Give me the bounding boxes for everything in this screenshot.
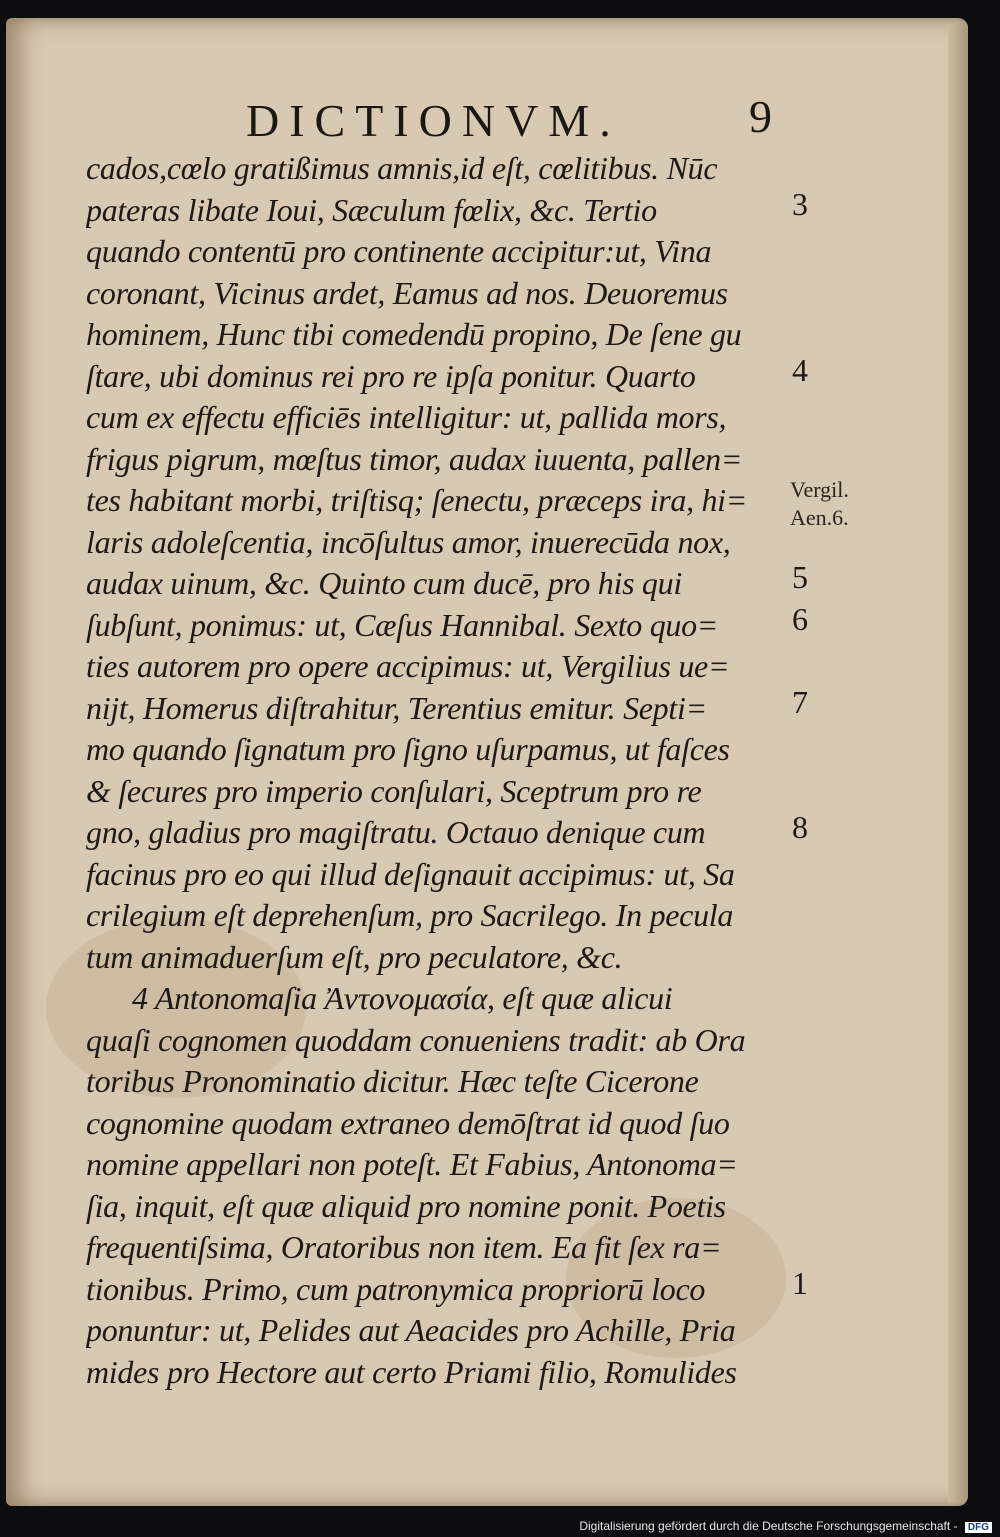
text-line: nomine appellari non poteſt. Et Fabius, Antonoma= <box>86 1146 738 1182</box>
margin-number: 3 <box>792 186 808 222</box>
margin-number: 6 <box>792 601 808 637</box>
text-line: crilegium eſt deprehenſum, pro Sacrilego. In pecula <box>86 897 734 933</box>
text-line: frigus pigrum, mœſtus timor, audax iuuenta, pallen= <box>86 440 743 477</box>
footer-text: Digitalisierung gefördert durch die Deutsche Forschungsgemeinschaft - <box>579 1519 958 1533</box>
margin-number: 4 <box>792 352 808 388</box>
text-line: cados,cœlo gratißimus amnis,id eſt, cœlitibus. Nūc <box>86 150 718 186</box>
text-line: audax uinum, &c. Quinto cum ducē, pro his qui <box>86 565 682 601</box>
text-line: pateras libate Ioui, Sæculum fœlix, &c. Tertio <box>86 191 657 228</box>
margin-number: 1 <box>792 1265 808 1301</box>
text-line: ſia, inquit, eſt quæ aliquid pro nomine ponit. Poetis <box>86 1187 726 1224</box>
margin-number: 8 <box>792 809 808 845</box>
margin-note <box>790 476 849 532</box>
margin-note-author: Vergil. <box>790 477 849 502</box>
text-line: facinus pro eo qui illud deſignauit accipimus: ut, Sa <box>86 855 735 892</box>
text-line: coronant, Vicinus ardet, Eamus ad nos. Deuoremus <box>86 274 728 311</box>
text-line: ties autorem pro opere accipimus: ut, Vergilius ue= <box>86 648 730 684</box>
book-page <box>6 18 968 1506</box>
text-line: quaſi cognomen quoddam conueniens tradit: ab Ora <box>86 1021 746 1058</box>
text-line: ſubſunt, ponimus: ut, Cæſus Hannibal. Sexto quo= <box>86 606 719 643</box>
running-head: DICTIONVM. <box>246 95 621 146</box>
text-line: quando contentū pro continente accipitur:ut, Vina <box>86 233 712 269</box>
text-line: hominem, Hunc tibi comedendū propino, De ſene gu <box>86 316 742 352</box>
text-line: nijt, Homerus diſtrahitur, Terentius emitur. Septi= <box>86 689 707 726</box>
text-line-section-start: 4 Antonomaſia Ἀντονομασία, eſt quæ alicui <box>132 980 673 1016</box>
page-header <box>246 91 786 150</box>
margin-number: 5 <box>792 559 808 595</box>
digitization-footer <box>579 1519 992 1533</box>
margin-note-reference: Aen.6. <box>790 505 849 530</box>
page-edge <box>948 24 968 1502</box>
text-line: toribus Pronominatio dicitur. Hæc teſte Cicerone <box>86 1063 699 1099</box>
text-line: tionibus. Primo, cum patronymica propriorū loco <box>86 1270 706 1307</box>
page-number: 9 <box>749 91 772 142</box>
margin-number: 7 <box>792 684 808 720</box>
text-line: frequentiſsima, Oratoribus non item. Ea fit ſex ra= <box>86 1229 722 1265</box>
text-line: & ſecures pro imperio conſulari, Sceptrum pro re <box>86 772 702 809</box>
text-line: ſtare, ubi dominus rei pro re ipſa ponitur. Quarto <box>86 357 696 394</box>
text-line: mo quando ſignatum pro ſigno uſurpamus, ut faſces <box>86 731 730 767</box>
dfg-logo-icon: DFG <box>965 1522 992 1533</box>
text-line: ponuntur: ut, Pelides aut Aeacides pro Achille, Pria <box>86 1312 736 1348</box>
text-line: cognomine quodam extraneo demōſtrat id quod ſuo <box>86 1104 730 1141</box>
text-line: tum animaduerſum eſt, pro peculatore, &c. <box>86 938 623 975</box>
text-line: tes habitant morbi, triſtisq; ſenectu, præceps ira, hi= <box>86 482 748 518</box>
text-line: gno, gladius pro magiſtratu. Octauo denique cum <box>86 814 706 850</box>
text-line: laris adoleſcentia, incōſultus amor, inuerecūda nox, <box>86 523 731 560</box>
text-line: cum ex effectu efficiēs intelligitur: ut, pallida mors, <box>86 399 727 435</box>
body-text <box>86 148 798 1393</box>
text-line: mides pro Hectore aut certo Priami filio, Romulides <box>86 1353 737 1390</box>
